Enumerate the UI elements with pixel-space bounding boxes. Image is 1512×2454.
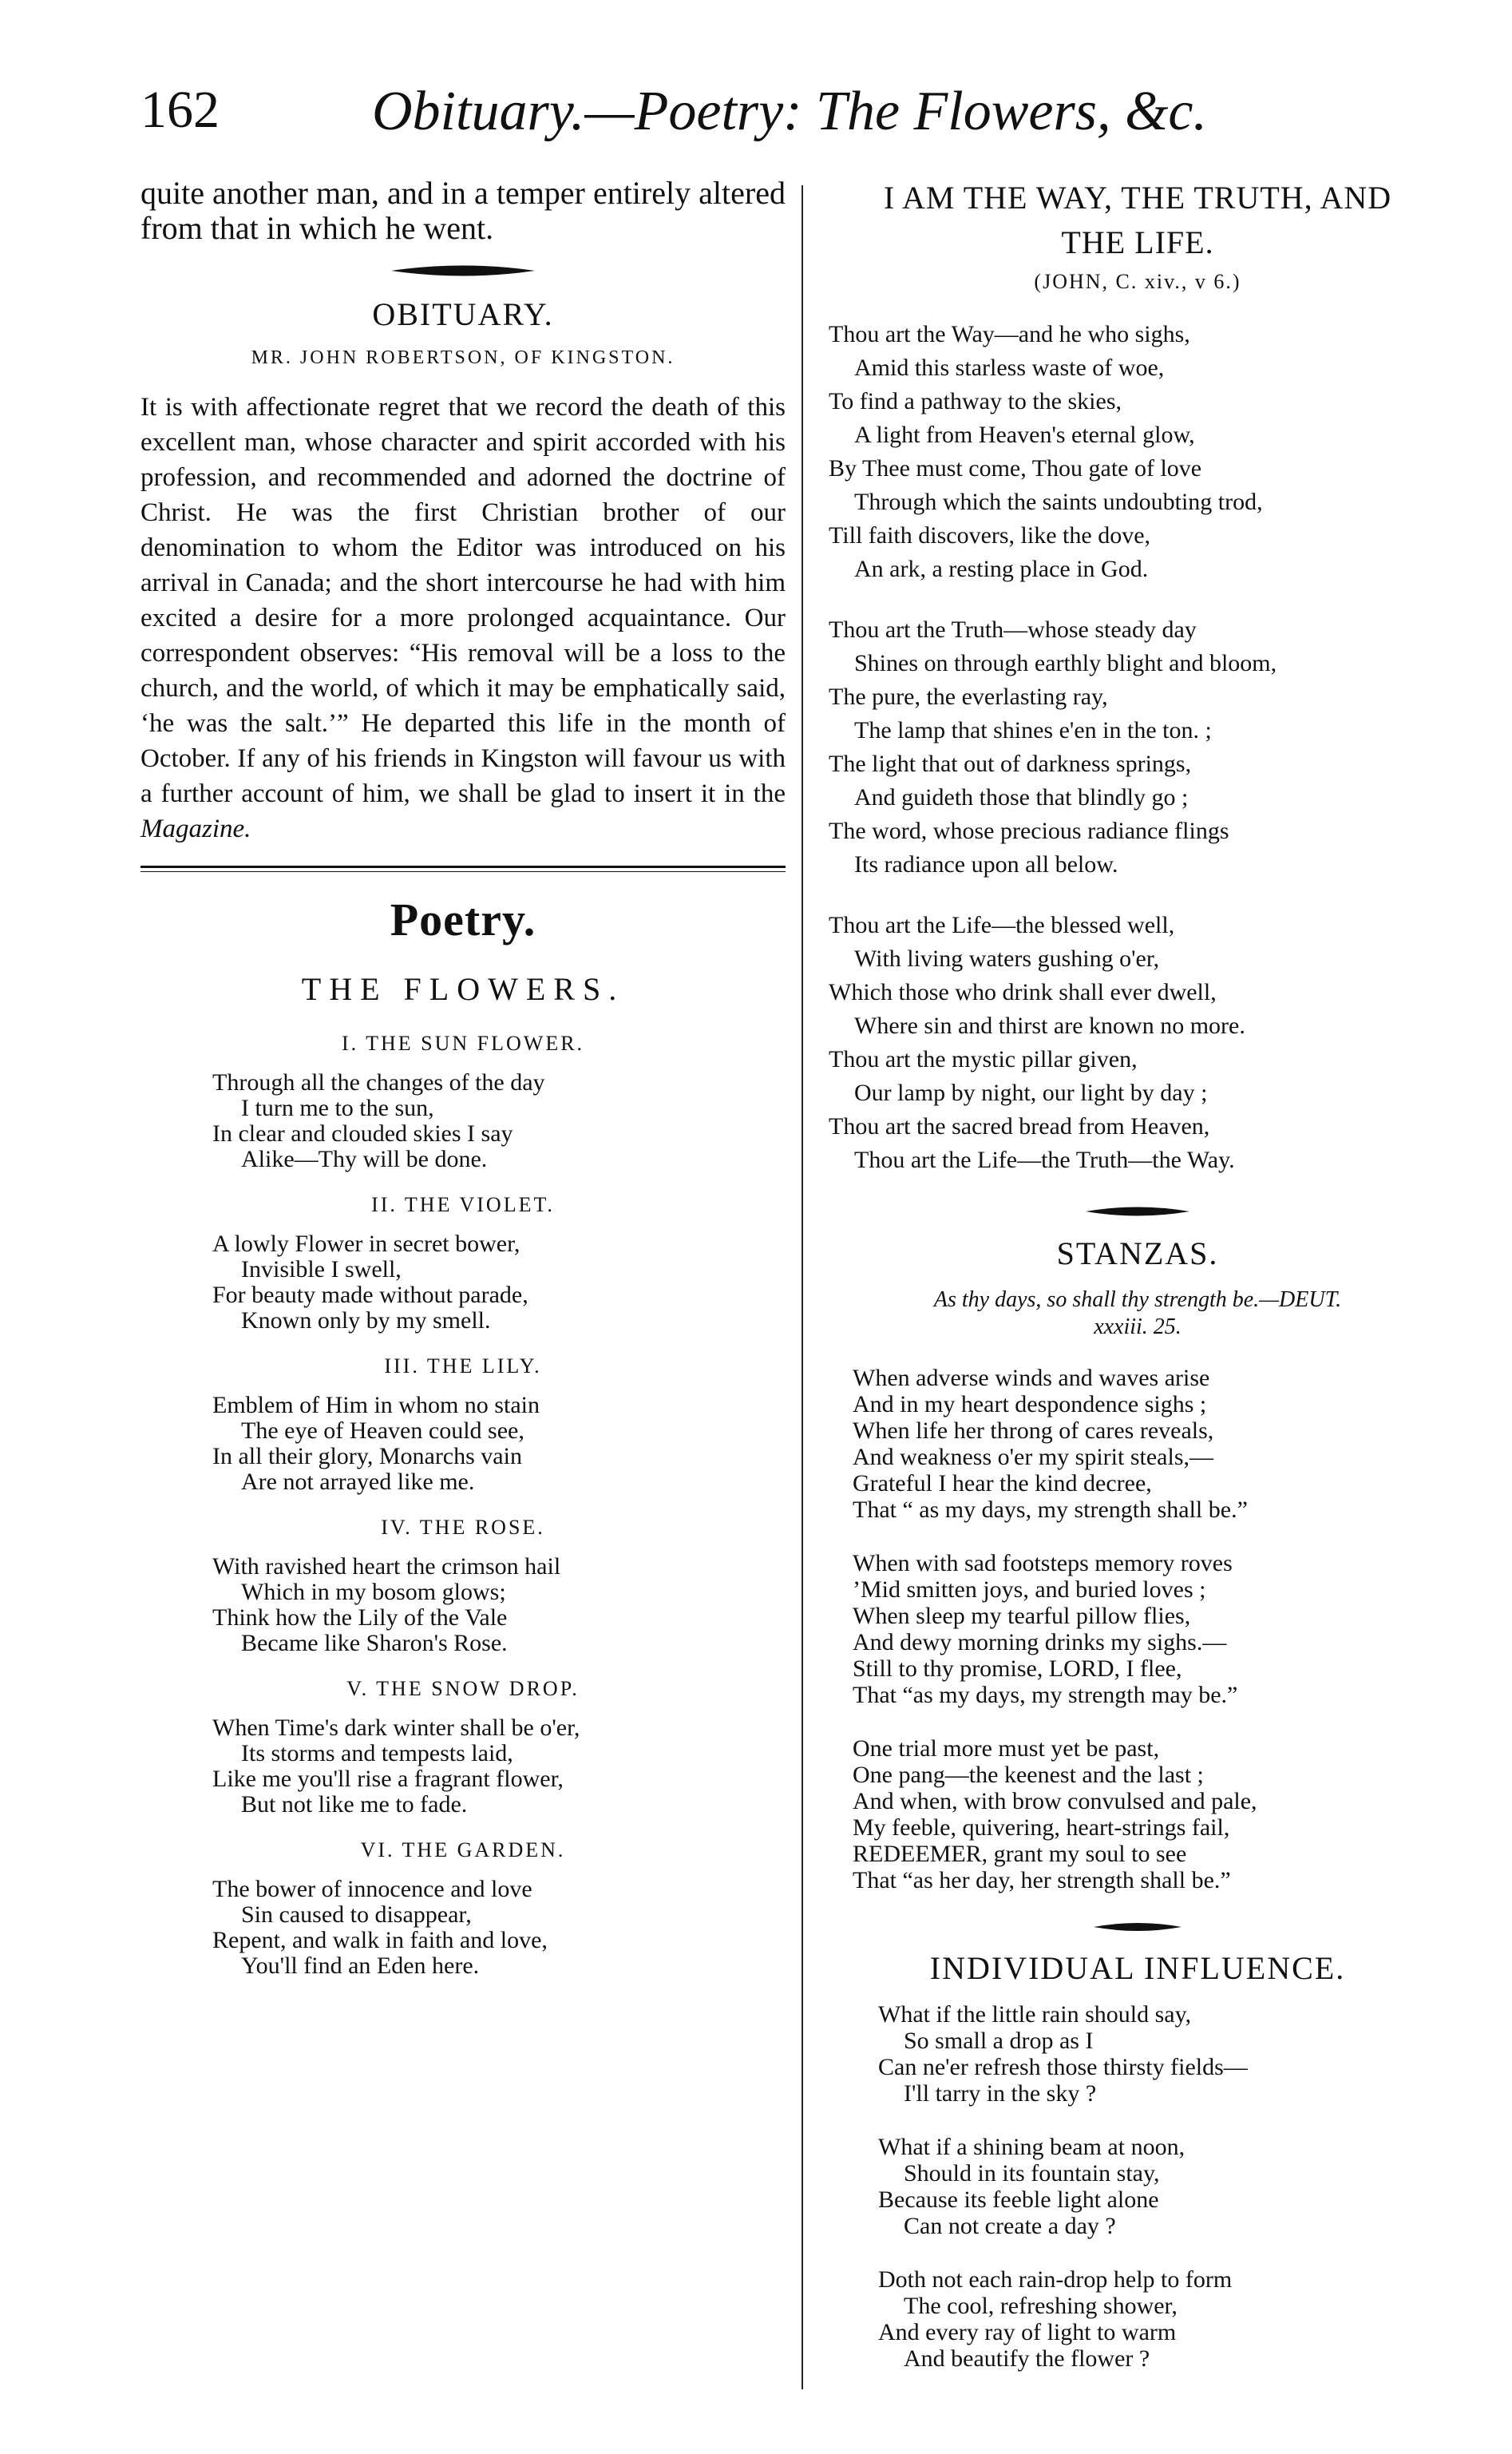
obituary-subheading: MR. JOHN ROBERTSON, OF KINGSTON. (251, 347, 675, 368)
verse-line: You'll find an Eden here. (241, 1952, 480, 1979)
verse-line: Its radiance upon all below. (854, 851, 1118, 878)
poem-title: III. THE LILY. (384, 1354, 542, 1378)
verse-line: For beauty made without parade, (212, 1282, 528, 1308)
running-title: Obituary.—Poetry: The Flowers, &c. (372, 81, 1208, 142)
verse-line: An ark, a resting place in God. (854, 556, 1149, 582)
verse-line: Became like Sharon's Rose. (241, 1630, 508, 1656)
ornament-divider (822, 1204, 1453, 1219)
verse-line: And beautify the flower ? (904, 2345, 1150, 2372)
verse-line: When life her throng of cares reveals, (853, 1417, 1214, 1444)
verse-line: Known only by my smell. (241, 1307, 491, 1334)
verse-line: In clear and clouded skies I say (212, 1120, 513, 1147)
verse-line: I'll tarry in the sky ? (904, 2080, 1097, 2107)
ornament-icon (1094, 1921, 1181, 1933)
verse-line: With living waters gushing o'er, (854, 946, 1160, 972)
verse-line: And dewy morning drinks my sighs.— (853, 1629, 1227, 1655)
poem-snow-drop (141, 1677, 786, 1818)
verse-line: Which in my bosom glows; (241, 1579, 506, 1605)
verse-line: Amid this starless waste of woe, (854, 355, 1165, 381)
right-column (822, 176, 1453, 2399)
column-divider (802, 185, 803, 2389)
stanza (853, 1550, 1453, 1708)
ornament-divider (822, 1921, 1453, 1933)
verse-line: One pang—the keenest and the last ; (853, 1762, 1204, 1788)
verse-line: And guideth those that blindly go ; (854, 784, 1189, 811)
verse-line: That “as my days, my strength may be.” (853, 1682, 1238, 1708)
page-number: 162 (141, 81, 220, 139)
magazine-word: Magazine. (141, 815, 251, 843)
stanza (853, 1735, 1453, 1893)
ornament-icon (1086, 1204, 1189, 1219)
poem-violet (141, 1193, 786, 1334)
poem-verse (212, 1393, 786, 1495)
poem-title: I. THE SUN FLOWER. (341, 1032, 585, 1055)
verse-line: Thou art the sacred bread from Heaven, (829, 1113, 1210, 1140)
poem-verse (212, 1877, 786, 1979)
verse-line: Our lamp by night, our light by day ; (854, 1080, 1208, 1106)
verse-line: A lowly Flower in secret bower, (212, 1231, 520, 1257)
verse-line: Thou art the Truth—whose steady day (829, 616, 1197, 643)
poem-verse (212, 1715, 786, 1818)
verse-line: And in my heart despondence sighs ; (853, 1391, 1207, 1417)
verse-line: What if the little rain should say, (878, 2001, 1192, 2028)
verse-line: That “ as my days, my strength shall be.” (853, 1497, 1248, 1523)
stanzas-heading: STANZAS. (1056, 1235, 1219, 1271)
left-column (141, 176, 786, 1979)
verse-line: Should in its fountain stay, (904, 2160, 1160, 2186)
verse-line: To find a pathway to the skies, (829, 388, 1122, 414)
way-stanza (829, 613, 1453, 882)
verse-line: When with sad footsteps memory roves (853, 1550, 1233, 1576)
verse-line: In all their glory, Monarchs vain (212, 1443, 522, 1469)
verse-line: The eye of Heaven could see, (241, 1417, 524, 1444)
epigraph-line: xxxiii. 25. (1094, 1314, 1181, 1339)
poem-rose (141, 1516, 786, 1656)
obituary-heading: OBITUARY. (372, 296, 554, 332)
verse-line: The word, whose precious radiance flings (829, 818, 1229, 844)
poem-title: IV. THE ROSE. (381, 1516, 545, 1539)
poetry-heading: Poetry. (390, 894, 536, 946)
influence-stanza (878, 2134, 1453, 2239)
poem-garden (141, 1838, 786, 1979)
verse-line: But not like me to fade. (241, 1791, 468, 1818)
verse-line: When adverse winds and waves arise (853, 1365, 1210, 1391)
verse-line: Alike—Thy will be done. (241, 1146, 488, 1172)
verse-line: What if a shining beam at noon, (878, 2134, 1185, 2160)
verse-line: Which those who drink shall ever dwell, (829, 979, 1217, 1005)
verse-line: Like me you'll rise a fragrant flower, (212, 1766, 564, 1792)
verse-line: Grateful I hear the kind decree, (853, 1470, 1152, 1497)
stanzas-epigraph (822, 1286, 1453, 1341)
obituary-text: It is with affectionate regret that we record the death of this excellent man, whose character and spirit accorded with his profession, and recommended and adorned the doctrine of Christ. He was the first Christian brother of our denomination to whom the Editor was introduced on his arrival in Canada; and the short intercourse he had with him excited a desire for a more prolonged acquaintance. Our correspondent observes: “His removal will be a loss to the church, and the world, of which it may be emphatically said, ‘he was the salt.’” He departed this life in the month of October. If any of his friends in Kingston will favour us with a further account of him, we shall be glad to insert it in the (141, 393, 786, 808)
verse-line: Invisible I swell, (241, 1256, 402, 1283)
influence-heading: INDIVIDUAL INFLUENCE. (929, 1950, 1346, 1986)
verse-line: With ravished heart the crimson hail (212, 1553, 561, 1580)
poem-verse (212, 1231, 786, 1334)
influence-stanza (878, 2001, 1453, 2107)
ornament-divider (141, 262, 786, 279)
poem-sun-flower (141, 1032, 786, 1172)
verse-line: By Thee must come, Thou gate of love (829, 455, 1202, 482)
verse-line: Thou art the Way—and he who sighs, (829, 321, 1190, 347)
verse-line: One trial more must yet be past, (853, 1735, 1160, 1762)
verse-line: And weakness o'er my spirit steals,— (853, 1444, 1213, 1470)
way-stanza (829, 909, 1453, 1177)
verse-line: I turn me to the sun, (241, 1095, 434, 1121)
influence-stanza (878, 2266, 1453, 2372)
page-header (141, 80, 1306, 160)
continued-text: quite another man, and in a temper entirely altered from that in which he went. (141, 175, 786, 246)
stanza (853, 1365, 1453, 1523)
verse-line: The bower of innocence and love (212, 1876, 532, 1902)
section-rule (141, 866, 786, 872)
way-title-line-1: I AM THE WAY, THE TRUTH, AND (883, 180, 1392, 216)
verse-line: ’Mid smitten joys, and buried loves ; (853, 1576, 1206, 1603)
verse-line: Thou art the Life—the Truth—the Way. (854, 1147, 1235, 1173)
verse-line: Thou art the mystic pillar given, (829, 1046, 1138, 1072)
verse-line: Because its feeble light alone (878, 2186, 1159, 2213)
poem-title: VI. THE GARDEN. (360, 1838, 566, 1861)
flowers-title: THE FLOWERS. (301, 971, 625, 1007)
verse-line: The pure, the everlasting ray, (829, 684, 1108, 710)
verse-line: And when, with brow convulsed and pale, (853, 1788, 1257, 1814)
verse-line: The lamp that shines e'en in the ton. ; (854, 717, 1212, 743)
flower-poems (141, 1032, 786, 1979)
verse-line: Can not create a day ? (904, 2213, 1116, 2239)
poem-title: V. THE SNOW DROP. (346, 1677, 580, 1700)
verse-line: When sleep my tearful pillow flies, (853, 1603, 1191, 1629)
verse-line: So small a drop as I (904, 2028, 1094, 2054)
poem-verse (212, 1070, 786, 1172)
poem-verse (212, 1554, 786, 1656)
verse-line: And every ray of light to warm (878, 2319, 1177, 2345)
verse-line: Its storms and tempests laid, (241, 1740, 513, 1766)
verse-line: Doth not each rain-drop help to form (878, 2266, 1233, 2293)
ornament-icon (391, 262, 535, 279)
verse-line: Till faith discovers, like the dove, (829, 522, 1151, 549)
poem-title: II. THE VIOLET. (371, 1193, 555, 1216)
verse-line: Emblem of Him in whom no stain (212, 1392, 540, 1418)
way-title-line-2: THE LIFE. (1061, 224, 1214, 260)
verse-line: Through all the changes of the day (212, 1069, 545, 1096)
verse-line: Shines on through earthly blight and bloom, (854, 650, 1277, 676)
verse-line: Thou art the Life—the blessed well, (829, 912, 1175, 938)
verse-line: The cool, refreshing shower, (904, 2293, 1178, 2319)
verse-line: REDEEMER, grant my soul to see (853, 1841, 1187, 1867)
verse-line: A light from Heaven's eternal glow, (854, 422, 1195, 448)
verse-line: That “as her day, her strength shall be.” (853, 1867, 1231, 1893)
way-scripture-ref: (JOHN, C. xiv., v 6.) (1034, 270, 1241, 293)
verse-line: Through which the saints undoubting trod, (854, 489, 1263, 515)
verse-line: Repent, and walk in faith and love, (212, 1927, 548, 1953)
verse-line: Are not arrayed like me. (241, 1469, 475, 1495)
verse-line: Where sin and thirst are known no more. (854, 1013, 1245, 1039)
verse-line: Think how the Lily of the Vale (212, 1604, 508, 1631)
way-stanza (829, 318, 1453, 586)
verse-line: When Time's dark winter shall be o'er, (212, 1715, 580, 1741)
verse-line: My feeble, quivering, heart-strings fail, (853, 1814, 1230, 1841)
verse-line: Sin caused to disappear, (241, 1901, 472, 1928)
verse-line: The light that out of darkness springs, (829, 751, 1192, 777)
obituary-body (141, 390, 786, 846)
poem-lily (141, 1354, 786, 1495)
verse-line: Can ne'er refresh those thirsty fields— (878, 2054, 1248, 2080)
epigraph-line: As thy days, so shall thy strength be.—DEUT. (933, 1287, 1342, 1312)
verse-line: Still to thy promise, LORD, I flee, (853, 1655, 1182, 1682)
